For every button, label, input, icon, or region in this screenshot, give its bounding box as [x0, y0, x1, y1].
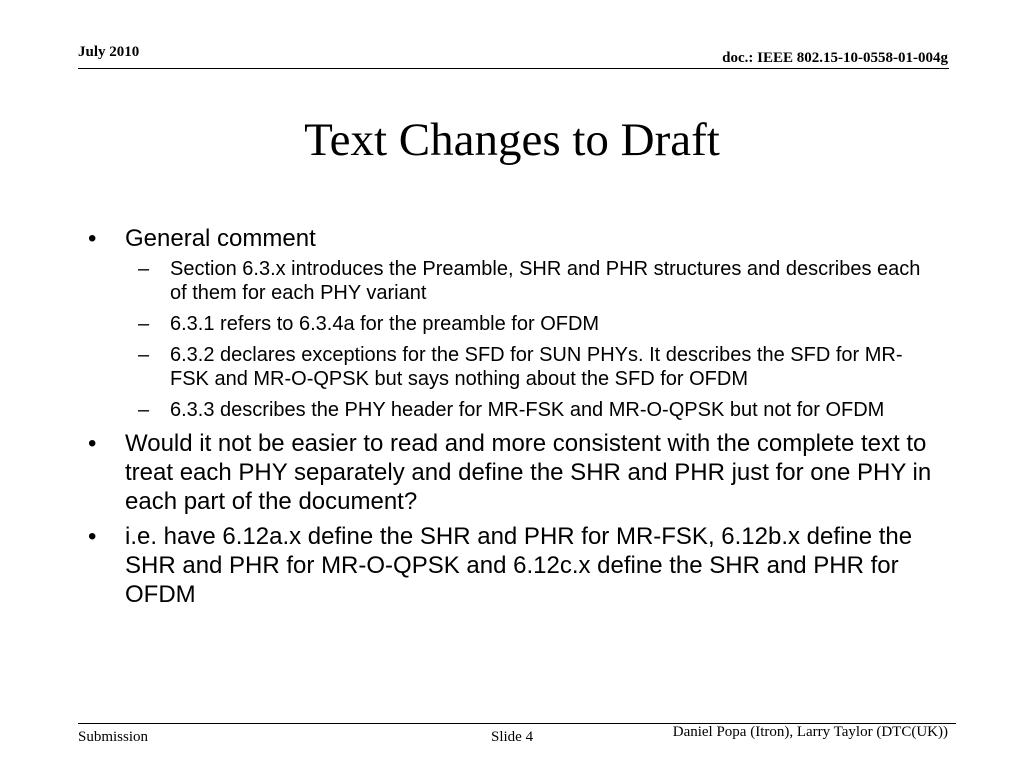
slide-title: Text Changes to Draft — [304, 114, 720, 166]
bullet-text: i.e. have 6.12a.x define the SHR and PHR for MR-FSK, 6.12b.x define the SHR and PHR for MR-O-QPSK and 6.12c.x define the SHR and PHR for OFDM — [125, 523, 913, 608]
sub-bullet-marker: – — [138, 399, 150, 421]
sub-bullet-marker: – — [138, 258, 150, 280]
bullet-text: General comment — [125, 225, 316, 252]
header-doc-id: doc.: IEEE 802.15-10-0558-01-004g — [722, 50, 948, 66]
bullet-list — [88, 224, 938, 615]
bullet-marker: • — [88, 523, 97, 550]
bullet-text: Would it not be easier to read and more consistent with the complete text to treat each PHY separately and define the SHR and PHR just for one PHY in each part of the document? — [125, 430, 932, 515]
sub-bullet-marker: – — [138, 313, 150, 335]
sub-bullet-item — [125, 312, 938, 336]
sub-bullet-text: 6.3.3 describes the PHY header for MR-FSK and MR-O-QPSK but not for OFDM — [170, 399, 885, 421]
bullet-marker: • — [88, 430, 97, 457]
bullet-item — [88, 522, 938, 609]
sub-bullet-marker: – — [138, 344, 150, 366]
footer-submission: Submission — [78, 729, 149, 745]
bullet-marker: • — [88, 225, 97, 252]
sub-bullet-text: 6.3.2 declares exceptions for the SFD for SUN PHYs. It describes the SFD for MR-FSK and MR-O-QPSK but says nothing about the SFD for OFDM — [170, 344, 903, 390]
sub-bullet-item — [125, 398, 938, 422]
header-date: July 2010 — [78, 44, 140, 60]
bullet-item — [88, 224, 938, 422]
sub-bullet-text: Section 6.3.x introduces the Preamble, SHR and PHR structures and describes each of them for each PHY variant — [170, 258, 921, 304]
sub-bullet-text: 6.3.1 refers to 6.3.4a for the preamble for OFDM — [170, 313, 600, 335]
sub-bullet-item — [125, 343, 938, 391]
sub-bullet-item — [125, 257, 938, 305]
sub-bullet-list — [125, 257, 938, 422]
footer-slide-number: Slide 4 — [491, 729, 534, 745]
footer-authors: Daniel Popa (Itron), Larry Taylor (DTC(UK)) — [672, 724, 948, 740]
bullet-item — [88, 429, 938, 516]
header-divider — [78, 68, 949, 69]
